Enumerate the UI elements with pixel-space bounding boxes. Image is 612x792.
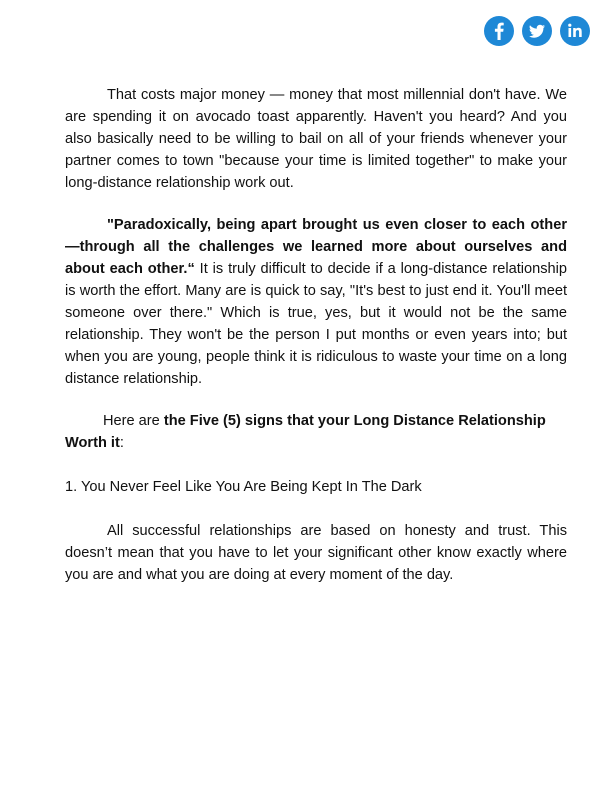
paragraph-paradox-text: It is truly difficult to decide if a long-distance relationship is worth the effort. Many are is quick to say, "It's best to just end it. You'll meet someone over there." Which is true, yes, but it would not be the same relationship. They won't be the person I put months or even years into; but when you are young, people think it is ridiculous to waste your time on a long distance relationship. — [65, 261, 568, 387]
facebook-icon[interactable] — [484, 16, 514, 46]
paragraph-paradox — [65, 214, 567, 390]
twitter-icon[interactable] — [522, 16, 552, 46]
paragraph-cost: That costs major money — money that most millennial don't have. We are spending it on avocado toast apparently. Haven't you heard? And you also basically need to be willing to bail on all of your friends whenever your partner comes to town "because your time is limited together" to make your long-distance relationship work out. — [65, 87, 567, 191]
article-body — [65, 84, 567, 586]
linkedin-icon[interactable] — [560, 16, 590, 46]
section-heading-1: 1. You Never Feel Like You Are Being Kept In The Dark — [65, 479, 422, 495]
paragraph-honesty: All successful relationships are based on honesty and trust. This doesn’t mean that you have to let your significant other know exactly where you are and what you are doing at every moment of the day. — [65, 523, 567, 583]
five-signs-tail: : — [119, 435, 124, 451]
paragraph-five-signs — [65, 410, 567, 454]
social-share-bar — [484, 16, 590, 46]
five-signs-bold: the Five (5) signs that your Long Distance Relationship Worth it — [65, 413, 546, 451]
quote-bold: "Paradoxically, being apart brought us even closer to each other—through all the challenges we learned more about ourselves and about each other.“ — [65, 217, 567, 277]
five-signs-lead: Here are — [103, 413, 164, 429]
